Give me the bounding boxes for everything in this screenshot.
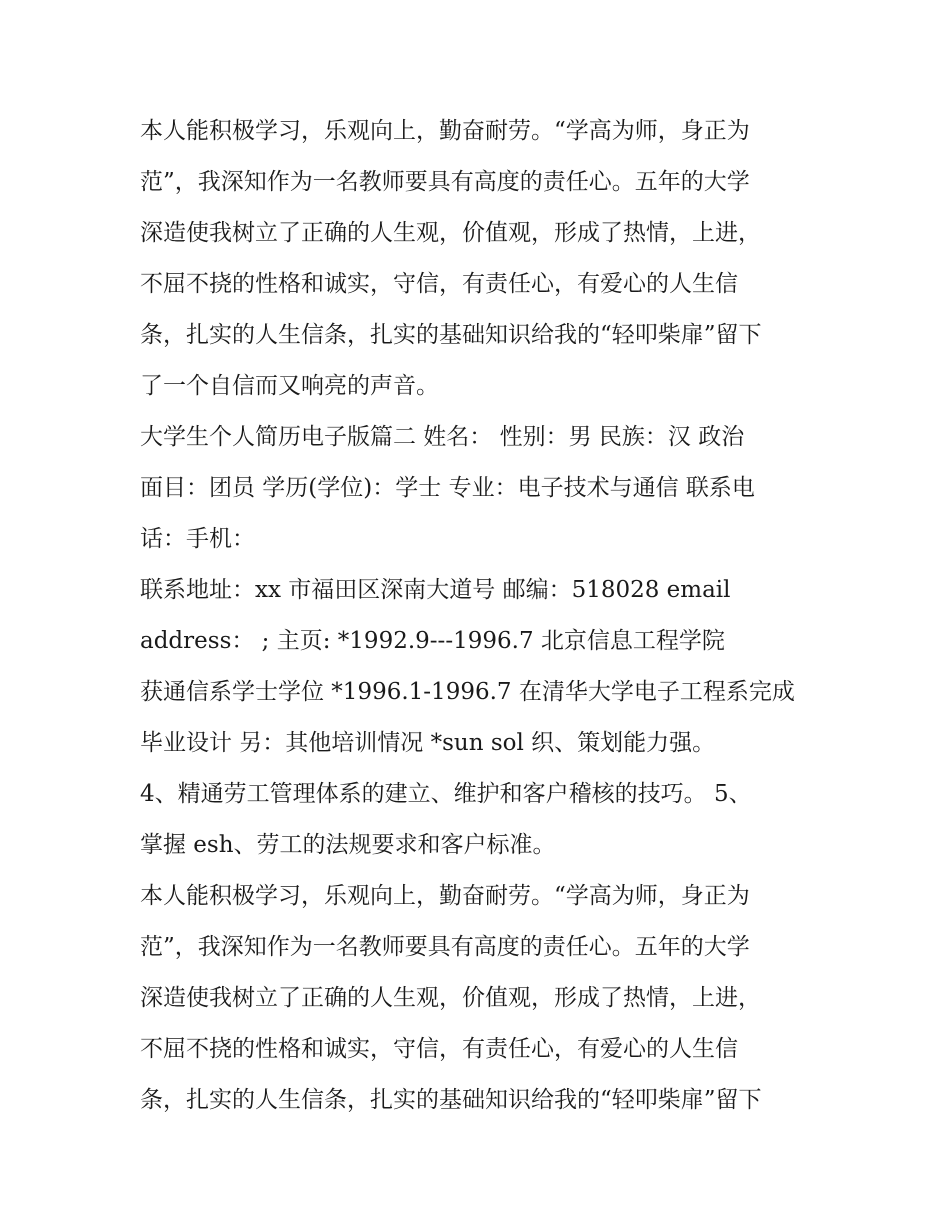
text-line: 大学生个人简历电子版篇二 姓名： 性别：男 民族：汉 政治 (140, 424, 745, 450)
text-line: 深造使我树立了正确的人生观，价值观，形成了热情，上进， (140, 985, 761, 1011)
text-line: 毕业设计 另：其他培训情况 *sun sol 织、策划能力强。 (140, 730, 716, 756)
text-line: 本人能积极学习，乐观向上，勤奋耐劳。“学高为师，身正为 (140, 883, 750, 909)
text-line: 本人能积极学习，乐观向上，勤奋耐劳。“学高为师，身正为 (140, 118, 750, 144)
text-line: 获通信系学士学位 *1996.1-1996.7 在清华大学电子工程系完成 (140, 679, 795, 705)
text-line: 不屈不挠的性格和诚实，守信，有责任心，有爱心的人生信 (140, 271, 738, 297)
text-line: 话：手机： (140, 526, 255, 552)
text-line: 不屈不挠的性格和诚实，守信，有责任心，有爱心的人生信 (140, 1036, 738, 1062)
text-line: 4、精通劳工管理体系的建立、维护和客户稽核的技巧。 5、 (140, 781, 752, 807)
text-line: 掌握 esh、劳工的法规要求和客户标准。 (140, 832, 556, 858)
text-line: 了一个自信而又响亮的声音。 (140, 373, 439, 399)
document-body (140, 106, 820, 1126)
text-line: 联系地址：xx 市福田区深南大道号 邮编：518028 email (140, 577, 731, 603)
text-line: 条，扎实的人生信条，扎实的基础知识给我的“轻叩柴扉”留下 (140, 1087, 762, 1113)
text-line: 深造使我树立了正确的人生观，价值观，形成了热情，上进， (140, 220, 761, 246)
text-line: 条，扎实的人生信条，扎实的基础知识给我的“轻叩柴扉”留下 (140, 322, 762, 348)
text-line: 范”，我深知作为一名教师要具有高度的责任心。五年的大学 (140, 169, 750, 195)
text-line: 面目：团员 学历(学位)：学士 专业：电子技术与通信 联系电 (140, 475, 755, 501)
text-line: 范”，我深知作为一名教师要具有高度的责任心。五年的大学 (140, 934, 750, 960)
text-line: address： ; 主页: *1992.9---1996.7 北京信息工程学院 (140, 628, 725, 654)
